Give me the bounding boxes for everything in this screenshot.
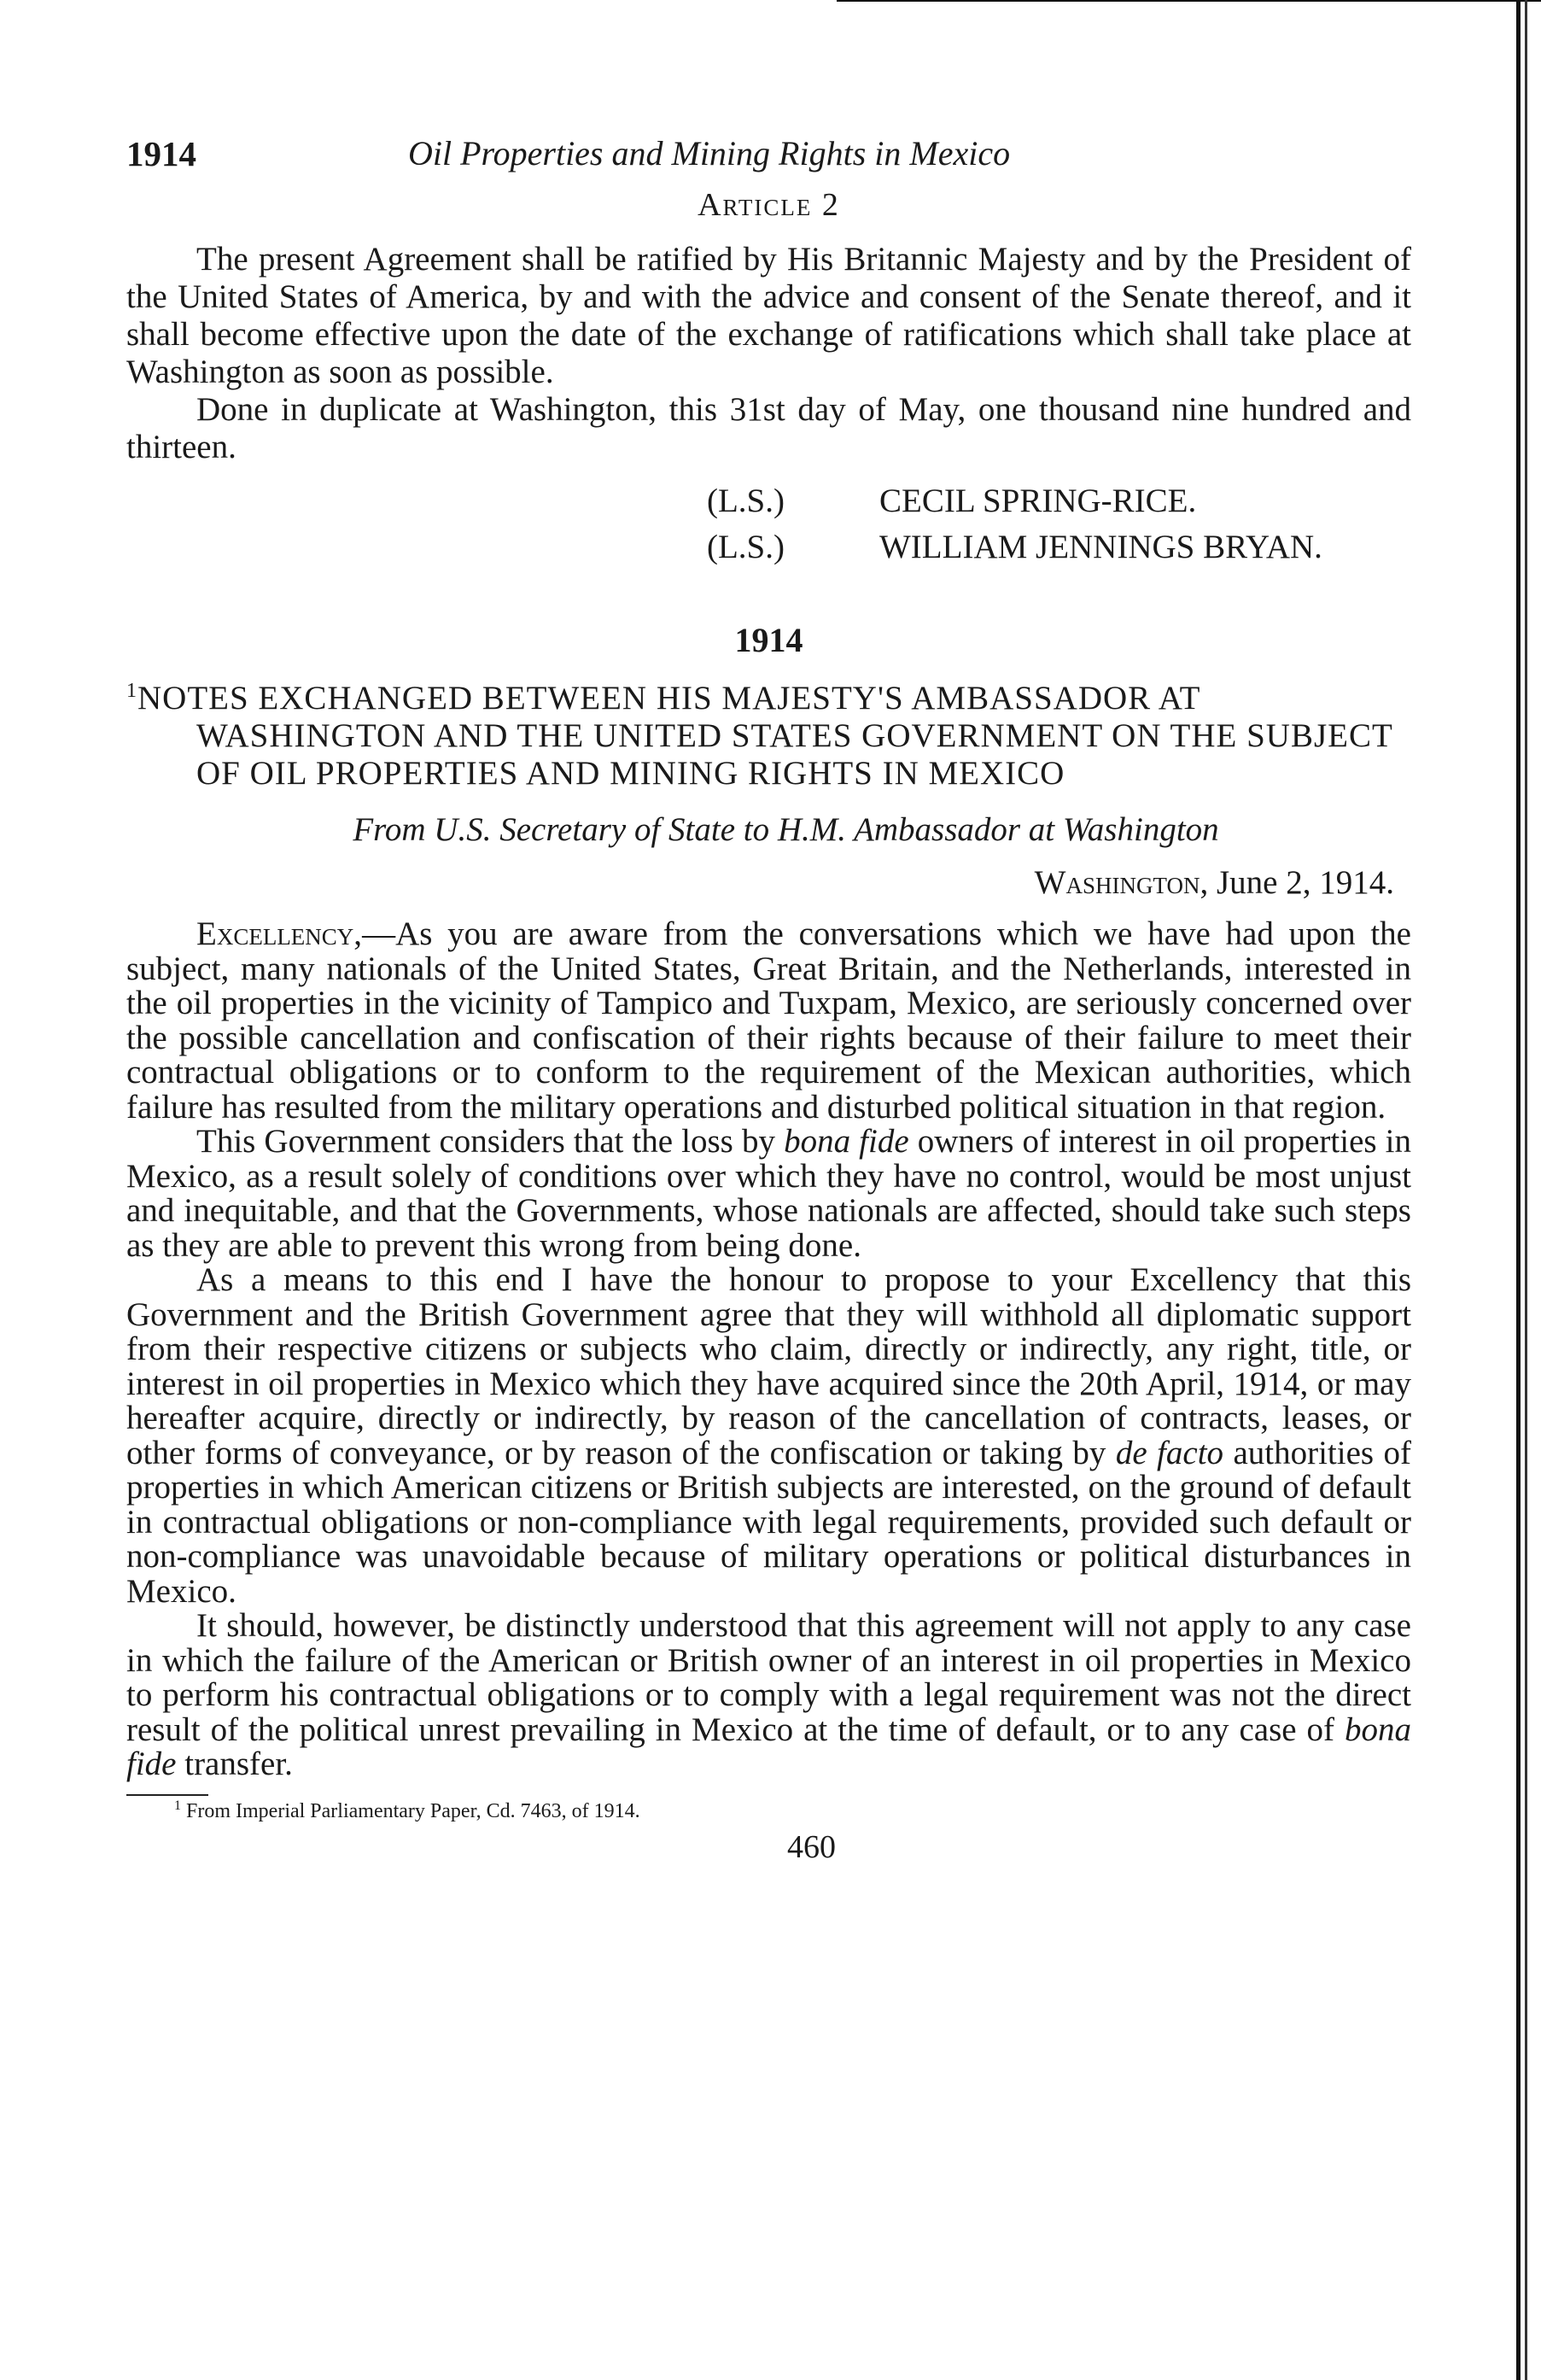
binding-edge-rule-inner xyxy=(1525,0,1527,2380)
dateline xyxy=(126,864,1411,902)
paragraph-text: —As you are aware from the conversations which we have had upon the subject, many nationals of the United States, Great Britain, and the Netherlands, interested in the oil properties in the vicinity of Tampico and Tuxpam, Mexico, are seriously concerned over the possible cancellation and confiscation of their rights because of their failure to meet their contractual obligations or to conform to the requirement of the Mexican authorities, which failure has resulted from the military operations and disturbed political situation in that region. xyxy=(126,915,1411,1126)
dateline-date: June 2, 1914. xyxy=(1217,864,1394,901)
footnote-text: From Imperial Parliamentary Paper, Cd. 7463, of 1914. xyxy=(186,1799,640,1822)
notes-title xyxy=(126,680,1411,792)
seal-mark: (L.S.) xyxy=(707,529,785,565)
italic-term: bona fide xyxy=(126,1710,1411,1782)
paragraph-text: authorities of properties in which American citizens or British subjects are interested, on the ground of default in contractual obligations or non-compliance with legal requirements, provided such default or non-compliance was unavoidable because of military operations or political disturbances in Mexico. xyxy=(126,1434,1411,1610)
document-page xyxy=(126,118,1411,1866)
running-title: Oil Properties and Mining Rights in Mexico xyxy=(408,134,1011,173)
footnote-marker: 1 xyxy=(174,1798,181,1813)
signature-row xyxy=(707,524,1411,570)
header-year: 1914 xyxy=(126,134,196,173)
binding-edge-rule xyxy=(1516,0,1521,2380)
salutation: Excellency, xyxy=(196,915,363,952)
top-edge-rule xyxy=(837,0,1541,2)
paragraph-text: It should, however, be distinctly understood that this agreement will not apply to any case in which the failure of the American or British owner of an interest in oil properties in Mexico to perform his contractual obligations or to comply with a legal requirement was not the direct result of the political unrest prevailing in Mexico at the time of default, or to any case of xyxy=(126,1607,1411,1748)
signatory-name: CECIL SPRING-RICE. xyxy=(879,482,1197,519)
paragraph-text: owners of interest in oil properties in Mexico, as a result solely of conditions over which they have no control, would be most unjust and inequitable, and that the Governments, whose nationals are affected, should take such steps as they are able to prevent this wrong from being done. xyxy=(126,1123,1411,1264)
italic-term: de facto xyxy=(1115,1434,1224,1471)
body-paragraph xyxy=(126,917,1411,1125)
article-paragraph: The present Agreement shall be ratified by His Britannic Majesty and by the President of the United States of America, by and with the advice and consent of the Senate thereof, and it shall become effective upon the date of the exchange of ratifications which shall take place at Washington as soon as possible. xyxy=(126,241,1411,390)
footnote-marker: 1 xyxy=(126,680,137,702)
signature-row xyxy=(707,478,1411,524)
paragraph-text: This Government considers that the loss by xyxy=(196,1123,785,1160)
dateline-place: Washington, xyxy=(1034,864,1209,901)
italic-term: bona fide xyxy=(784,1123,909,1160)
notes-body xyxy=(126,917,1411,1782)
notes-title-text: NOTES EXCHANGED BETWEEN HIS MAJESTY'S AMBASSADOR AT WASHINGTON AND THE UNITED STATES GOVERNMENT ON THE SUBJECT OF OIL PROPERTIES AND MINING RIGHTS IN MEXICO xyxy=(137,680,1393,792)
page-number: 460 xyxy=(787,1828,836,1865)
footnote xyxy=(126,1798,1411,1825)
paragraph-text: transfer. xyxy=(176,1746,293,1782)
section-year-heading: 1914 xyxy=(734,621,803,659)
from-line: From U.S. Secretary of State to H.M. Ambassador at Washington xyxy=(353,811,1219,848)
footnote-rule xyxy=(126,1794,208,1796)
signatory-name: WILLIAM JENNINGS BRYAN. xyxy=(879,529,1322,565)
paragraph-text: As a means to this end I have the honour to propose to your Excellency that this Government and the British Government agree that they will withhold all diplomatic support from their respective citizens or subjects who claim, directly or indirectly, any right, title, or interest in oil properties in Mexico which they have acquired since the 20th April, 1914, or may hereafter acquire, directly or indirectly, by reason of the cancellation of contracts, leases, or other forms of conveyance, or by reason of the confiscation or taking by xyxy=(126,1261,1411,1471)
body-paragraph xyxy=(126,1609,1411,1782)
article-heading: Article 2 xyxy=(698,187,840,223)
seal-mark: (L.S.) xyxy=(707,482,785,519)
article-paragraph: Done in duplicate at Washington, this 31st day of May, one thousand nine hundred and thirteen. xyxy=(126,391,1411,465)
body-paragraph xyxy=(126,1125,1411,1263)
body-paragraph xyxy=(126,1263,1411,1609)
page-header xyxy=(126,118,1411,178)
signature-block xyxy=(126,478,1411,570)
